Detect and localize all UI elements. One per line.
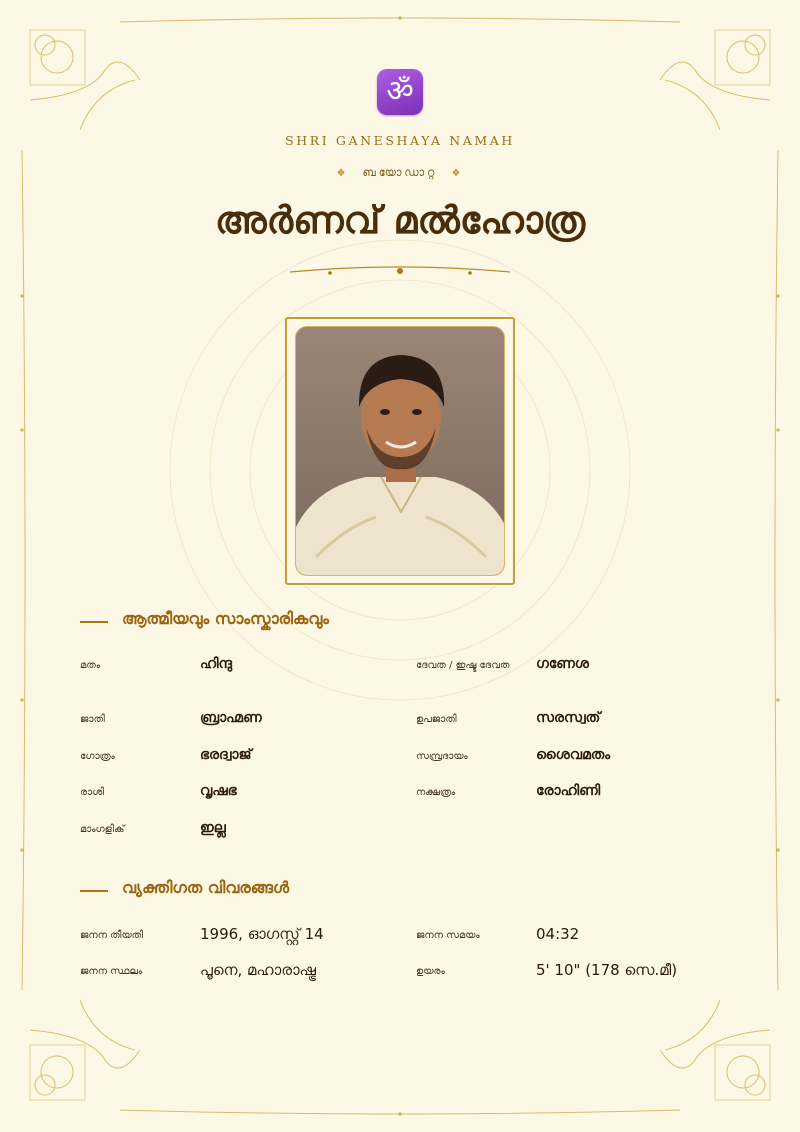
- field-label-subcaste: ഉപജാതി: [416, 714, 457, 725]
- biodata-label: ബയോഡാറ്റ: [362, 166, 438, 179]
- section-title-personal: [80, 876, 289, 900]
- field-value-sampradaya: ശൈവമതം: [536, 747, 611, 763]
- field-value-religion: ഹിന്ദു: [200, 656, 233, 672]
- section-title-bar: [80, 890, 108, 892]
- field-label-birth-time: ജനന സമയം: [416, 930, 480, 941]
- portrait-illustration: [296, 327, 505, 576]
- field-label-birth-date: ജനന തീയതി: [80, 930, 143, 941]
- section-title-cultural: [80, 607, 329, 631]
- field-label-deity: ദേവത / ഇഷ്ട ദേവത: [416, 660, 510, 671]
- field-label-caste: ജാതി: [80, 714, 105, 725]
- field-value-birth-place: പൂനെ, മഹാരാഷ്ട്ര: [200, 961, 317, 979]
- field-value-height: 5' 10" (178 സെ.മീ): [536, 961, 678, 979]
- field-value-birth-date: 1996, ഓഗസ്റ്റ് 14: [200, 925, 324, 943]
- field-value-birth-time: 04:32: [536, 925, 580, 943]
- field-label-gotra: ഗോത്രം: [80, 751, 115, 762]
- photo-frame: [285, 317, 515, 585]
- invocation-text: SHRI GANESHAYA NAMAH: [285, 133, 515, 148]
- field-value-manglik: ഇല്ല: [200, 820, 226, 836]
- section-title-text: വ്യക്തിഗത വിവരങ്ങൾ: [122, 878, 290, 897]
- portrait-photo: [295, 326, 505, 576]
- field-value-caste: ബ്രാഹ്മണ: [200, 710, 262, 726]
- document-type: [0, 166, 800, 180]
- field-value-subcaste: സരസ്വത്: [536, 710, 601, 726]
- field-label-manglik: മാംഗളിക്: [80, 824, 125, 835]
- field-label-rashi: രാശി: [80, 787, 105, 798]
- diamond-ornament-icon: ❖: [451, 168, 464, 179]
- field-value-gotra: ഭരദ്വാജ്: [200, 747, 252, 763]
- field-label-sampradaya: സമ്പ്രദായം: [416, 751, 468, 762]
- field-value-nakshatra: രോഹിണി: [536, 783, 601, 799]
- field-label-religion: മതം: [80, 660, 101, 671]
- diamond-ornament-icon: ❖: [336, 168, 349, 179]
- field-value-rashi: വൃഷഭ: [200, 783, 237, 799]
- field-label-nakshatra: നക്ഷത്രം: [416, 787, 456, 798]
- field-label-height: ഉയരം: [416, 966, 445, 977]
- field-value-deity: ഗണേശ: [536, 656, 589, 672]
- field-label-birth-place: ജനന സ്ഥലം: [80, 966, 143, 977]
- section-title-text: ആത്മീയവും സാംസ്കാരികവും: [122, 609, 329, 628]
- section-title-bar: [80, 621, 108, 623]
- om-icon: ॐ: [377, 69, 423, 115]
- candidate-name: അർണവ് മൽഹോത്ര: [214, 198, 586, 242]
